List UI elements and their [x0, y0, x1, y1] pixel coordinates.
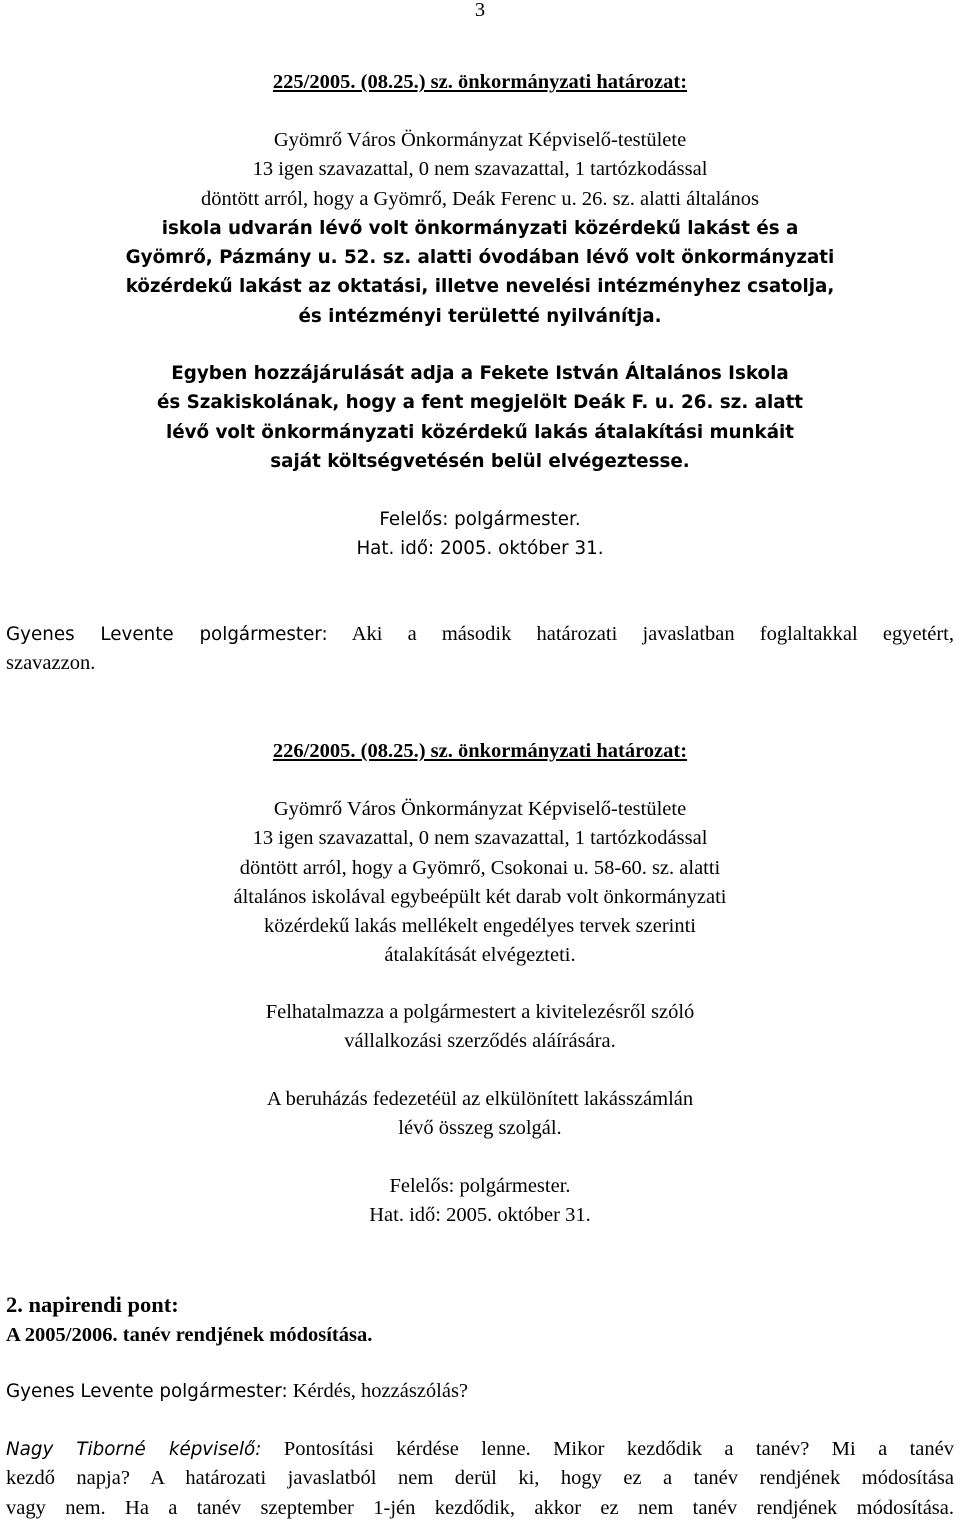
deadline-225: Hat. idő: 2005. október 31.	[356, 538, 604, 560]
resolution-225-line-4: iskola udvarán lévő volt önkormányzati közérdekű lakást és a	[161, 217, 799, 239]
speech-1-line-1: Aki a második határozati javaslatban foglaltakkal egyetért,	[351, 623, 955, 645]
resolution-225-line-6: közérdekű lakást az oktatási, illetve nevelési intézményhez csatolja,	[125, 276, 835, 298]
speech-3-line-2: kezdő napja? A határozati javaslatból nem derül ki, hogy ez a tanév rendjének módosítása	[6, 1467, 954, 1490]
resolution-226-line-5: közérdekű lakás mellékelt engedélyes tervek szerinti	[263, 915, 697, 938]
agenda-subject: A 2005/2006. tanév rendjének módosítása.	[6, 1324, 373, 1346]
speech-3-line-3: vagy nem. Ha a tanév szeptember 1-jén kezdődik, akkor ez nem tanév rendjének módosítása.	[6, 1496, 954, 1519]
consent-line-1: Egyben hozzájárulását adja a Fekete István Általános Iskola	[171, 363, 789, 384]
deadline-226: Hat. idő: 2005. október 31.	[369, 1204, 591, 1227]
resolution-226-line-6: átalakítását elvégezteti.	[384, 944, 576, 967]
speech-1-line-2: szavazzon.	[6, 652, 96, 675]
resolution-225-footer	[6, 505, 954, 564]
auth-line-1: Felhatalmazza a polgármestert a kivitelezésről szóló	[265, 1001, 695, 1023]
resolution-226-title: 226/2005. (08.25.) sz. önkormányzati határozat:	[272, 740, 688, 762]
responsible-226: Felelős: polgármester.	[389, 1175, 571, 1197]
speaker-gyenes-1: Gyenes Levente polgármester:	[6, 624, 328, 645]
speech-3	[6, 1435, 954, 1523]
speech-2-text: Kérdés, hozzászólás?	[292, 1380, 469, 1402]
funding-line-1: A beruházás fedezetéül az elkülönített lakásszámlán	[266, 1088, 694, 1110]
speech-1	[6, 620, 954, 679]
consent-line-2: és Szakiskolának, hogy a fent megjelölt Deák F. u. 26. sz. alatt	[156, 392, 804, 414]
resolution-226-line-3: döntött arról, hogy a Gyömrő, Csokonai u. 58-60. sz. alatti	[239, 856, 721, 879]
resolution-225-body	[6, 126, 954, 331]
resolution-226-body	[6, 795, 954, 971]
resolution-225-line-7: és intézményi területté nyilvánítja.	[298, 305, 662, 327]
auth-line-2: vállalkozási szerződés aláírására.	[344, 1030, 616, 1053]
resolution-226-line-1: Gyömrő Város Önkormányzat Képviselő-testülete	[273, 798, 687, 820]
resolution-225-title: 225/2005. (08.25.) sz. önkormányzati határozat:	[272, 71, 688, 93]
resolution-225-line-3: döntött arról, hogy a Gyömrő, Deák Ferenc u. 26. sz. alatti általános	[201, 187, 759, 210]
resolution-226-authorization	[6, 998, 954, 1057]
page-number: 3	[474, 0, 486, 21]
resolution-226-line-2: 13 igen szavazattal, 0 nem szavazattal, 1 tartózkodással	[252, 827, 708, 850]
speaker-nagy: Nagy Tiborné képviselő:	[6, 1439, 262, 1460]
resolution-226-funding	[6, 1085, 954, 1144]
resolution-225-line-1: Gyömrő Város Önkormányzat Képviselő-testülete	[273, 129, 687, 151]
speech-3-line-1: Pontosítási kérdése lenne. Mikor kezdődik a tanév? Mi a tanév	[283, 1438, 955, 1460]
speech-2	[6, 1377, 954, 1406]
consent-line-3: lévő volt önkormányzati közérdekű lakás átalakítási munkáit	[165, 421, 795, 443]
consent-line-4: saját költségvetésén belül elvégeztesse.	[270, 450, 690, 472]
resolution-226-line-4: általános iskolával egybeépült két darab volt önkormányzati	[233, 885, 727, 908]
resolution-225-consent	[6, 359, 954, 476]
resolution-225-line-2: 13 igen szavazattal, 0 nem szavazattal, 1 tartózkodással	[252, 158, 708, 181]
resolution-225-line-5: Gyömrő, Pázmány u. 52. sz. alatti óvodában lévő volt önkormányzati	[125, 247, 835, 269]
resolution-225	[6, 68, 954, 97]
funding-line-2: lévő összeg szolgál.	[398, 1117, 562, 1140]
resolution-226-footer	[6, 1172, 954, 1231]
speaker-gyenes-2: Gyenes Levente polgármester:	[6, 1381, 288, 1402]
agenda-item	[6, 1290, 954, 1350]
responsible-225: Felelős: polgármester.	[379, 509, 581, 530]
agenda-heading: 2. napirendi pont:	[6, 1292, 179, 1317]
resolution-226	[6, 737, 954, 766]
